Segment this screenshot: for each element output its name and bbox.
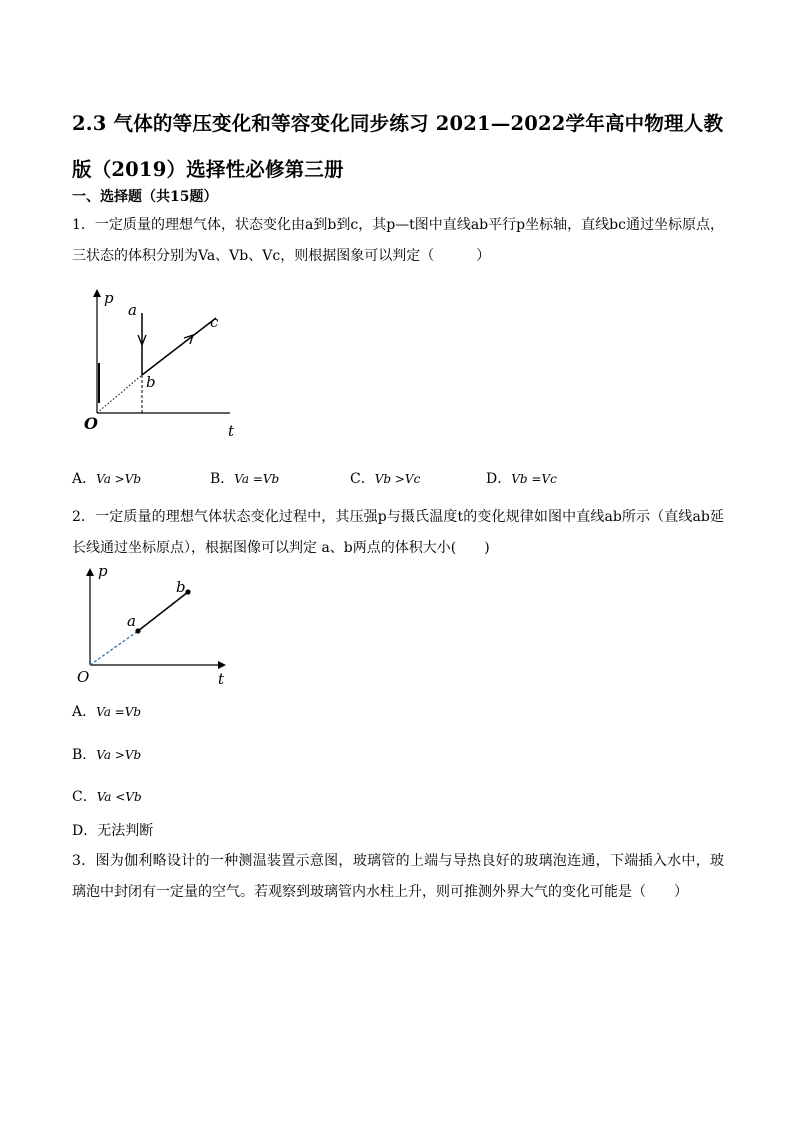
q1-option-c[interactable]: C．Vb >Vc (350, 471, 421, 487)
section-heading: 一、选择题（共15题） (72, 189, 218, 205)
q1-x-label: t (228, 422, 235, 440)
q1-point-a-label: a (128, 301, 137, 319)
question-1-text: 1．一定质量的理想气体，状态变化由a到b到c，其p—t图中直线ab平行p坐标轴，直线bc通过坐标原点，三状态的体积分别为Va、Vb、Vc，则根据图象可以判定（ ） (72, 217, 724, 264)
q1-pt-graph (80, 283, 255, 443)
q2-y-label: p (98, 562, 108, 580)
question-2-text: 2．一定质量的理想气体状态变化过程中，其压强p与摄氏温度t的变化规律如图中直线ab所示（直线ab延长线通过坐标原点），根据图像可以判定 a、b两点的体积大小( ) (72, 509, 724, 556)
q2-point-a-dot (135, 628, 140, 633)
q2-x-label: t (218, 670, 225, 688)
q2-line-ab (138, 592, 188, 631)
q2-pt-graph (72, 560, 242, 690)
page-title: 2.3 气体的等压变化和等容变化同步练习 2021—2022学年高中物理人教版（2019）选择性必修第三册 (72, 112, 724, 181)
q2-option-d[interactable]: D．无法判断 (72, 823, 154, 839)
q1-line-bc (142, 318, 216, 375)
q2-origin-label: O (77, 668, 90, 686)
q1-origin-label: O (84, 414, 98, 433)
q1-option-b[interactable]: B．Va =Vb (210, 471, 280, 487)
q1-y-label: p (104, 289, 114, 307)
q2-point-b-label: b (176, 578, 186, 596)
q2-option-a[interactable]: A．Va =Vb (72, 704, 142, 720)
q1-point-c-label: c (210, 313, 219, 331)
q1-options (72, 468, 732, 492)
q2-option-b[interactable]: B．Va >Vb (72, 747, 142, 763)
question-3-text: 3．图为伽利略设计的一种测温装置示意图，玻璃管的上端与导热良好的玻璃泡连通，下端插入水中，玻璃泡中封闭有一定量的空气。若观察到玻璃管内水柱上升，则可推测外界大气的变化可能是（ ） (72, 853, 724, 900)
q1-point-b-label: b (146, 373, 156, 391)
q1-option-a[interactable]: A．Va >Vb (72, 471, 142, 487)
q2-dashed-extension (90, 631, 138, 665)
q2-point-a-label: a (127, 612, 136, 630)
q1-option-d[interactable]: D．Vb =Vc (486, 471, 557, 487)
q2-point-b-dot (185, 589, 190, 594)
q2-option-c[interactable]: C．Va <Vb (72, 789, 142, 805)
q1-dotted-extension (97, 375, 142, 413)
